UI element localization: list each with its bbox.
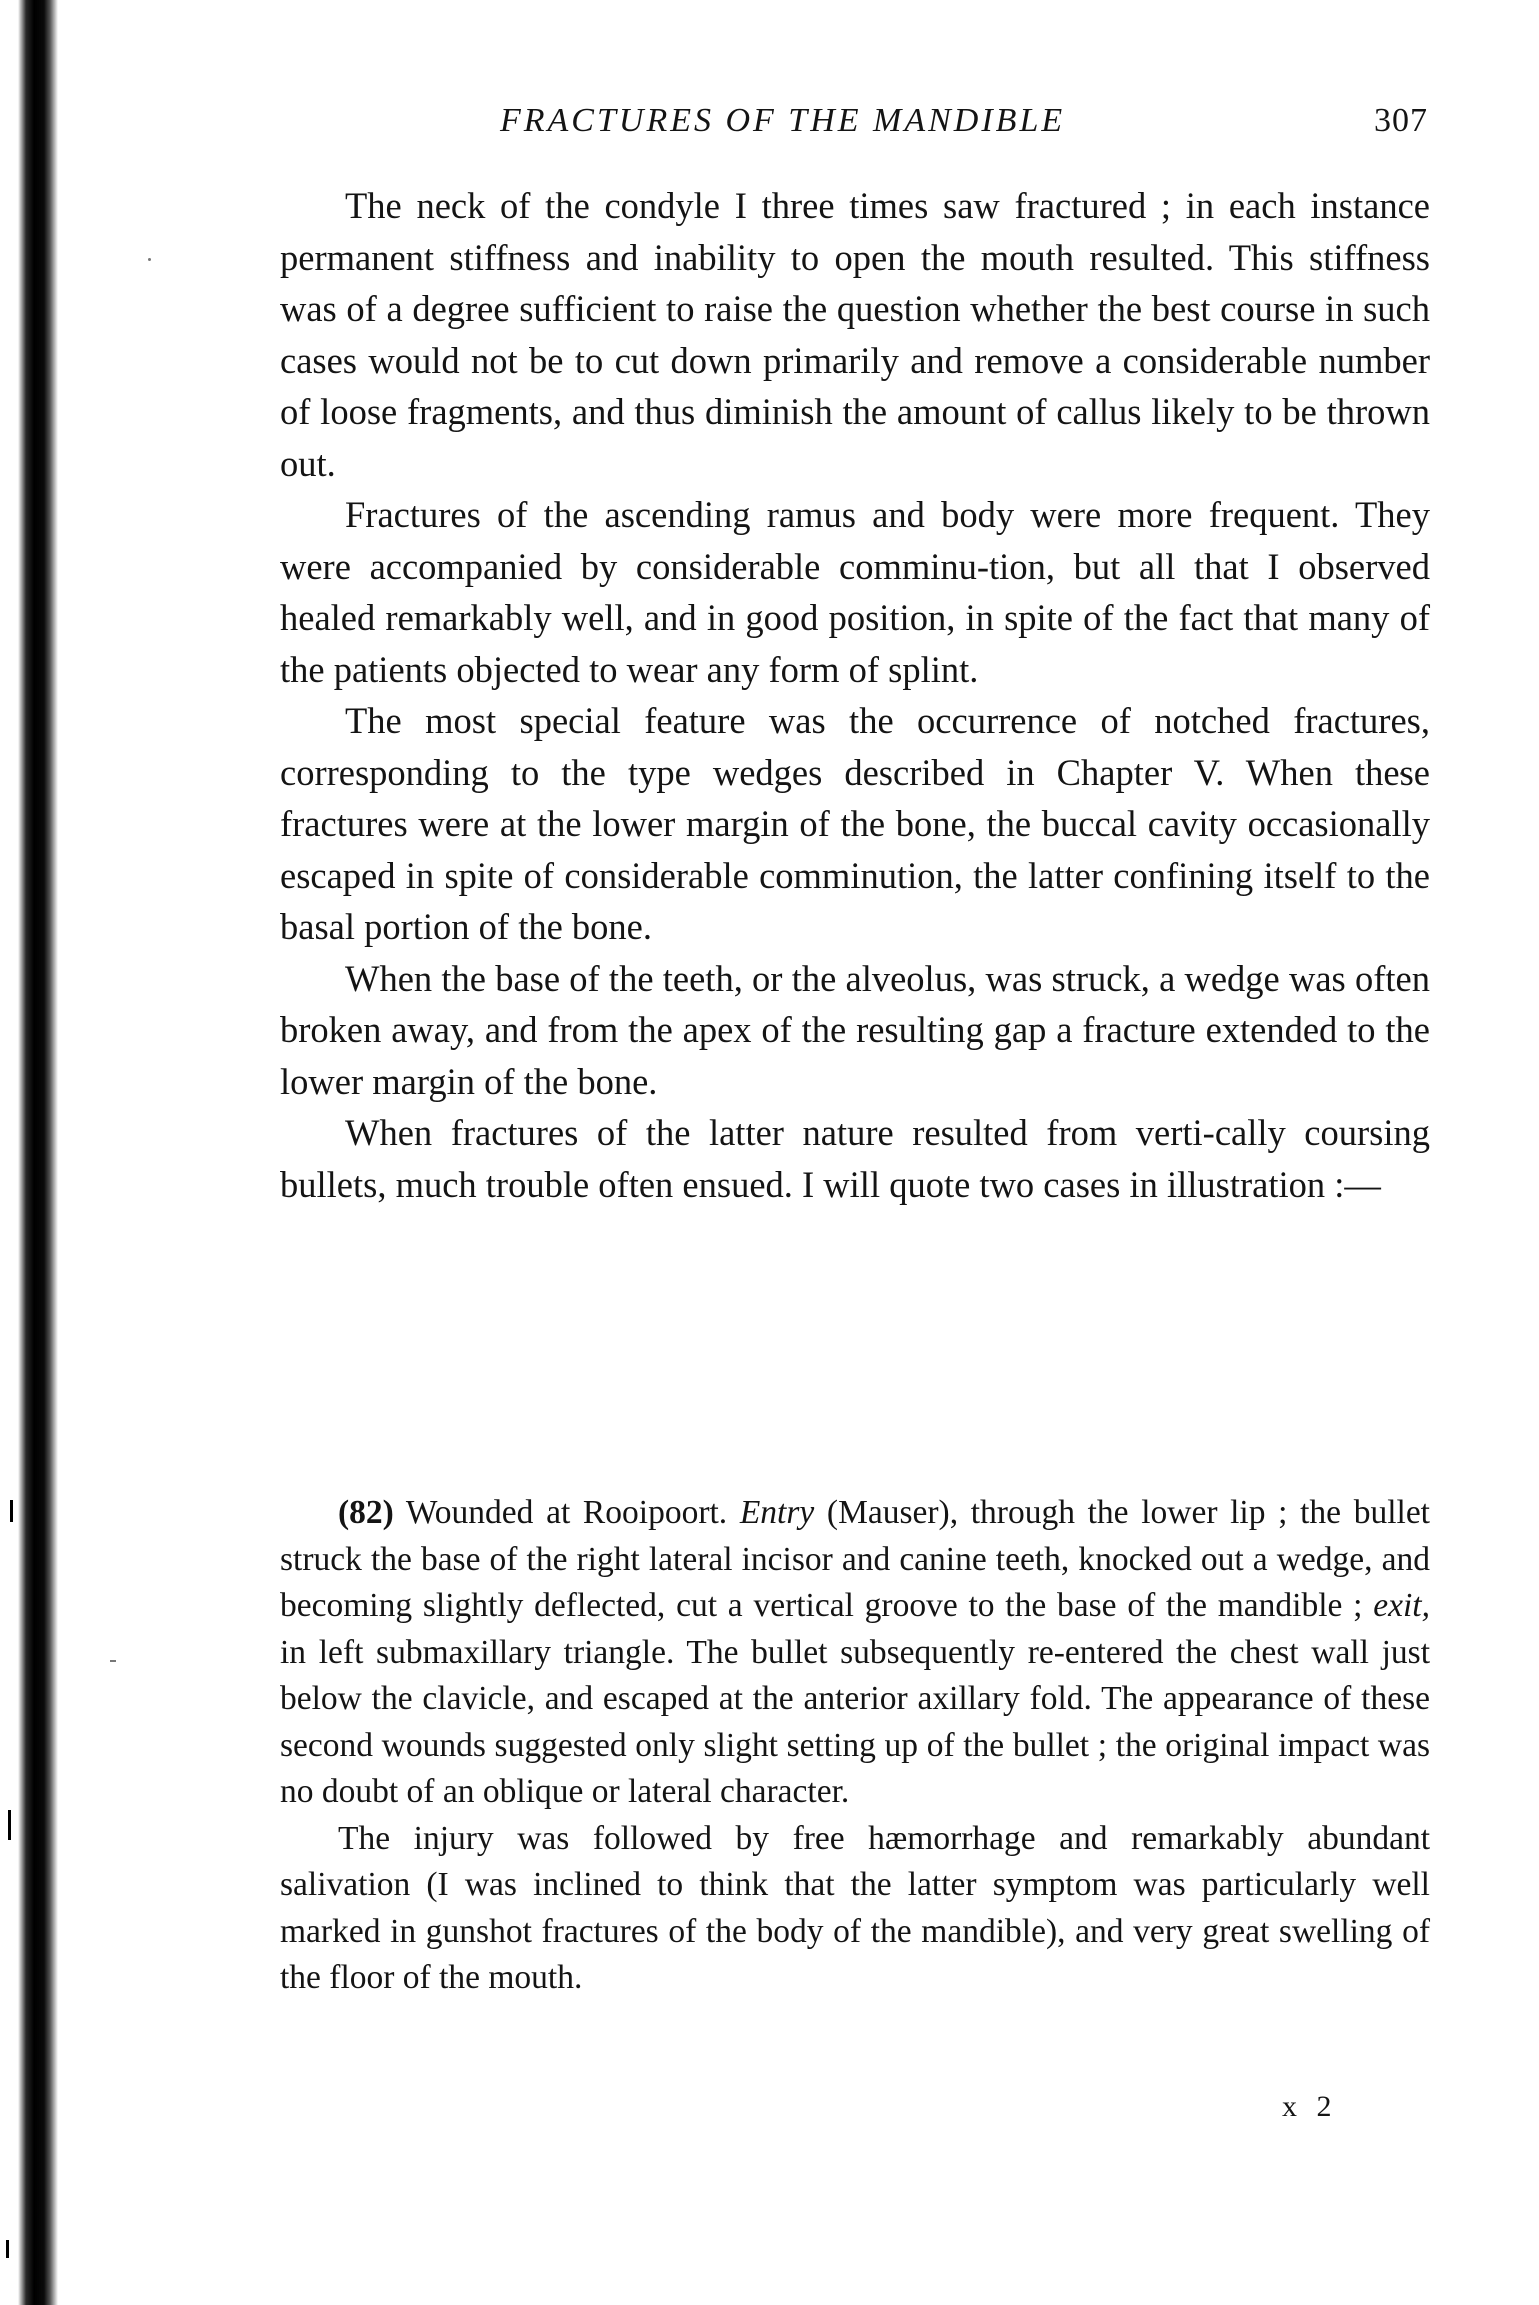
book-spine-shadow — [0, 0, 60, 2305]
case-text: in left submaxillary triangle. The bullet subsequently re-entered the chest wall just below the clavicle, and escaped at the anterior axillary fold. The appearance of these second wounds suggested only slight setting up of the bullet ; the original impact was no doubt of an oblique or lateral character. — [280, 1633, 1430, 1810]
paragraph: When the base of the teeth, or the alveolus, was struck, a wedge was often broken away, and from the apex of the resulting gap a fracture extended to the lower margin of the bone. — [280, 957, 1430, 1102]
page-number: 307 — [1374, 102, 1428, 139]
spine-speck — [8, 1810, 11, 1840]
paragraph: When fractures of the latter nature resulted from verti-cally coursing bullets, much trouble often ensued. I will quote two cases in illustration :— — [280, 1112, 1430, 1205]
spine-speck — [6, 2240, 9, 2258]
case-number: (82) — [338, 1494, 394, 1531]
paragraph: The neck of the condyle I three times saw fractured ; in each instance permanent stiffness and inability to open the mouth resulted. This stiffness was of a degree sufficient to raise the question whether the best course in such cases would not be to cut down primarily and remove a considerable number of loose fragments, and thus diminish the amount of callus likely to be thrown out. — [280, 185, 1430, 484]
spine-speck — [10, 1500, 13, 1522]
main-text — [280, 180, 1430, 1210]
running-title: FRACTURES OF THE MANDIBLE — [500, 102, 1066, 139]
case-text: Wounded at Rooipoort. — [393, 1494, 740, 1531]
case-followup-paragraph: The injury was followed by free hæmorrhage and remarkably abundant salivation (I was inclined to think that the latter symptom was particularly well marked in gunshot fractures of the body of the mandible), and very great swelling of the floor of the mouth. — [280, 1819, 1430, 1996]
entry-label: Entry — [739, 1494, 815, 1531]
paragraph: The most special feature was the occurrence of notched fractures, corresponding to the type wedges described in Chapter V. When these fractures were at the lower margin of the bone, the buccal cavity occasionally escaped in spite of considerable comminution, the latter confining itself to the basal portion of the bone. — [280, 700, 1430, 947]
page-header — [280, 102, 1428, 142]
case-paragraph — [280, 1490, 1430, 1816]
signature-mark: x 2 — [1282, 2090, 1338, 2123]
case-text: (Mauser), through the lower lip ; the bullet struck the base of the right lateral incisor and canine teeth, knocked out a wedge, and becoming slightly deflected, cut a vertical groove to the base of the mandible ; — [280, 1494, 1430, 1624]
exit-label: exit, — [1373, 1587, 1430, 1624]
paragraph: Fractures of the ascending ramus and body were more frequent. They were accompanied by considerable comminu-tion, but all that I observed healed remarkably well, and in good position, in spite of the fact that many of the patients objected to wear any form of splint. — [280, 494, 1430, 690]
case-report — [280, 1490, 1430, 2002]
paper-speck — [110, 1660, 116, 1662]
paper-speck — [148, 258, 151, 261]
